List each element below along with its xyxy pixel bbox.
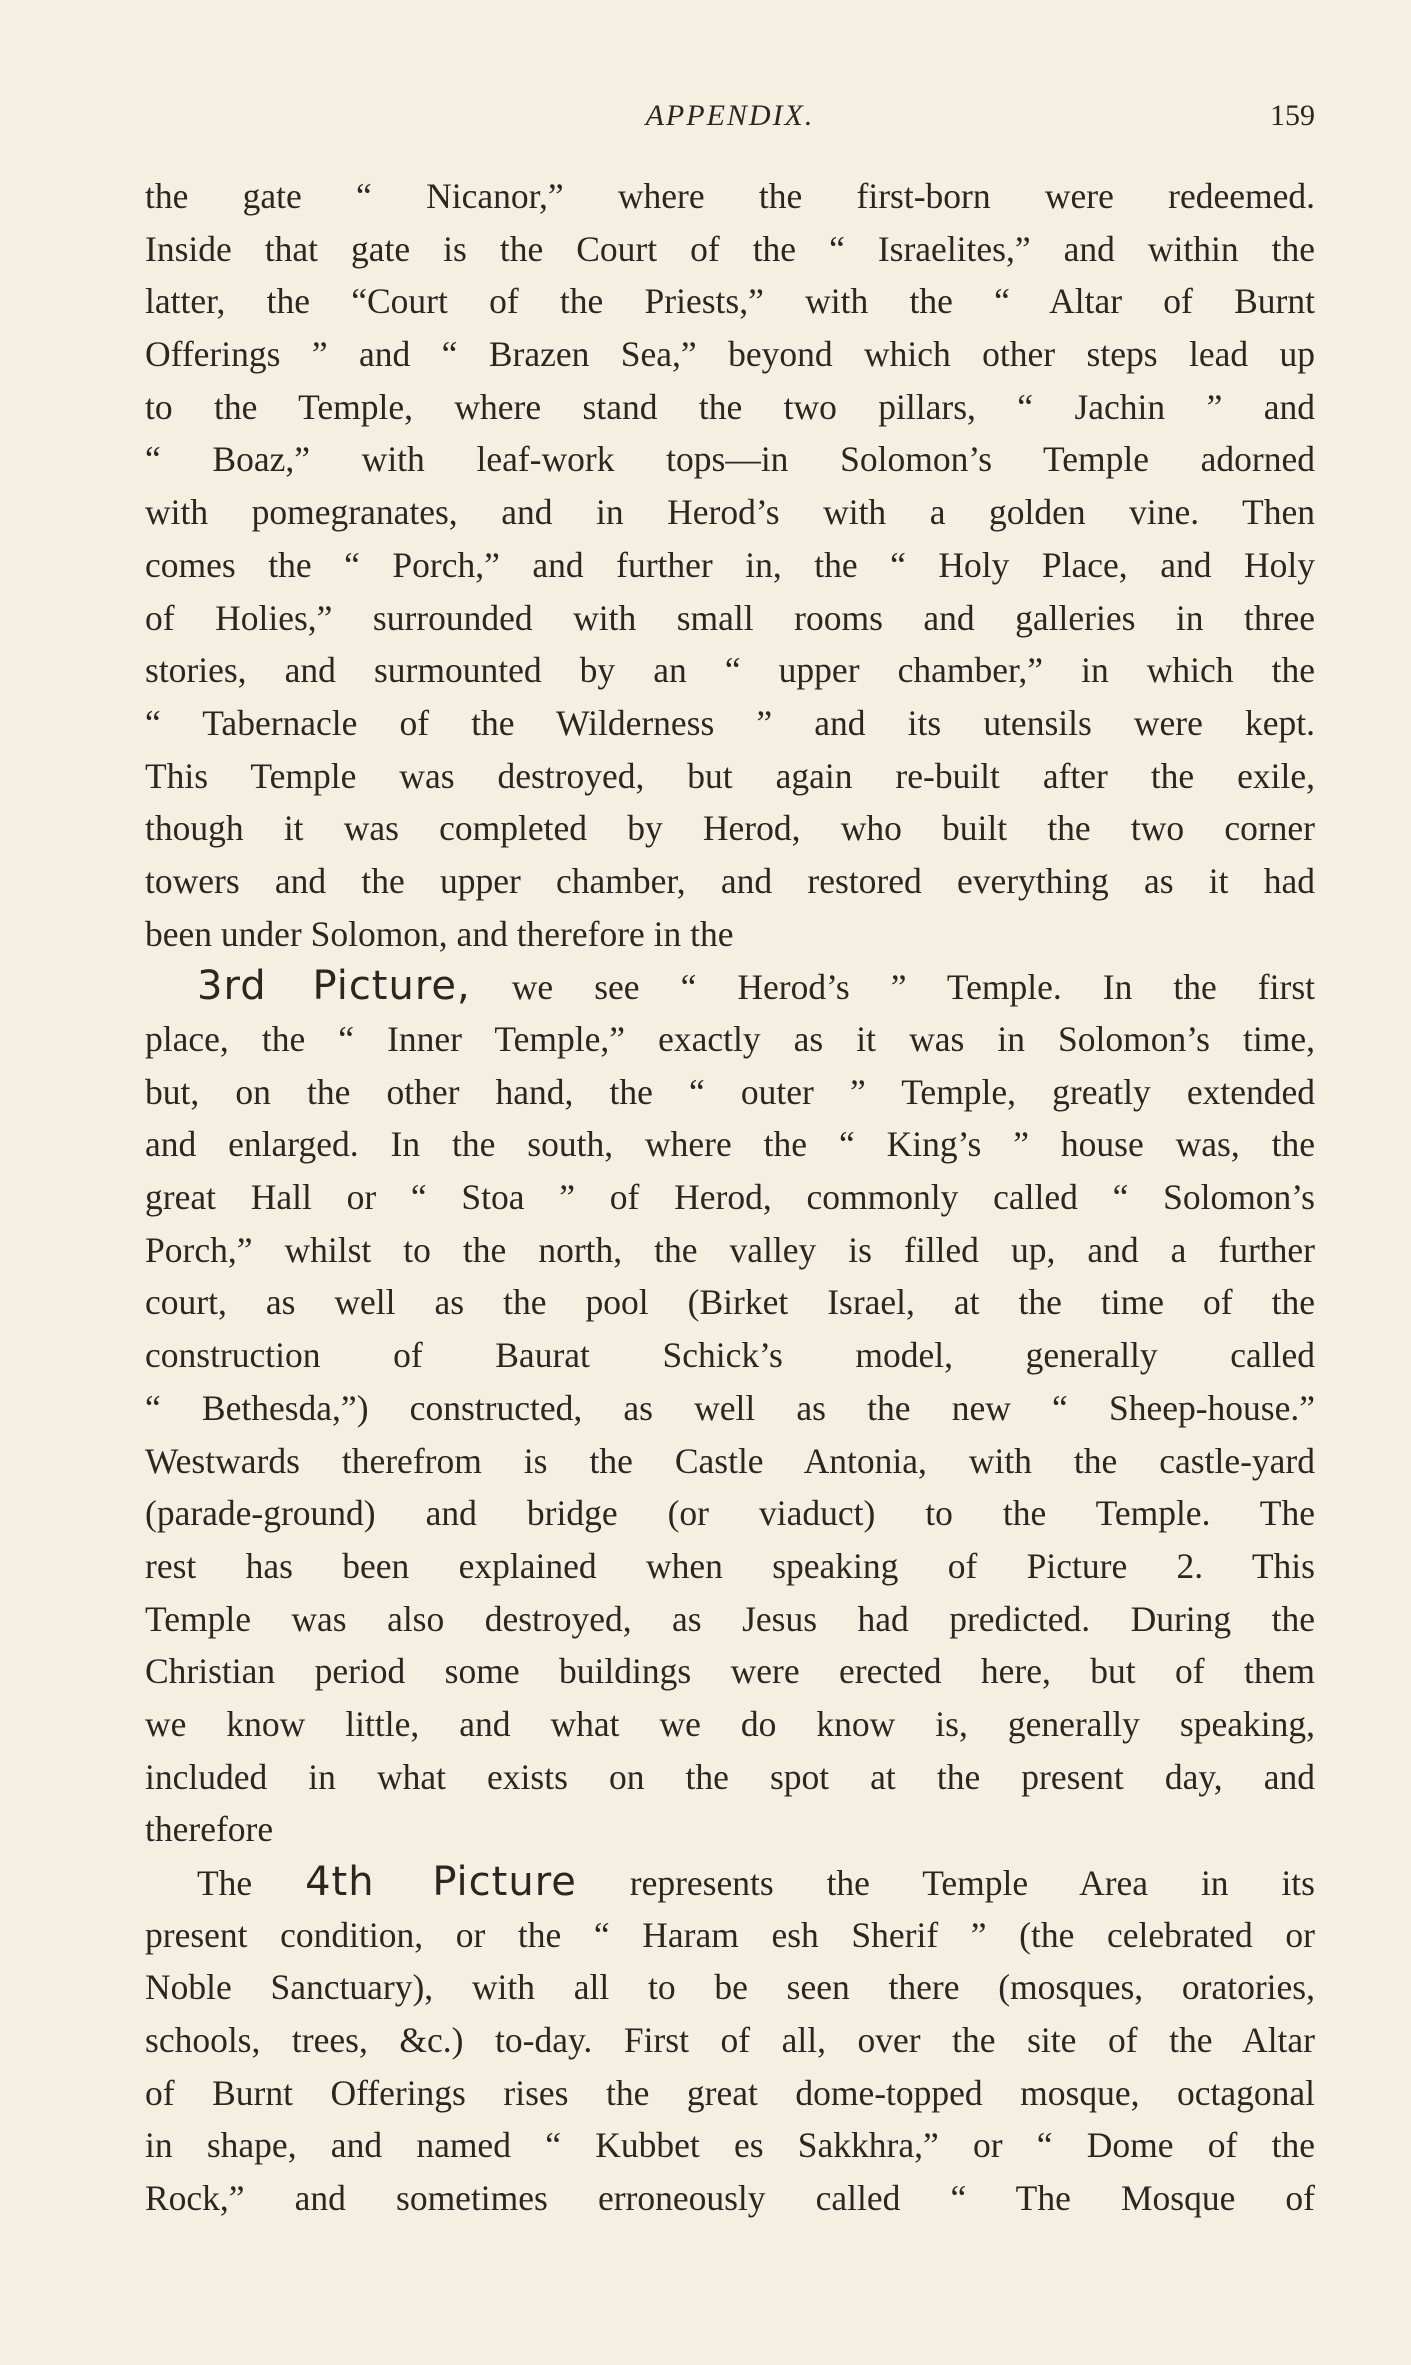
text-line: “ Tabernacle of the Wilderness ” and its utensils were kept. (145, 702, 1315, 743)
text-line: been under Solomon, and therefore in the (145, 913, 734, 954)
text-line: to the Temple, where stand the two pillars, “ Jachin ” and (145, 386, 1315, 427)
text-line: schools, trees, &c.) to-day. First of all, over the site of the Altar (145, 2020, 1315, 2061)
text-line: “ Bethesda,”) constructed, as well as the new “ Sheep-house.” (145, 1387, 1315, 1428)
text-line: Noble Sanctuary), with all to be seen there (mosques, oratories, (145, 1967, 1315, 2008)
text-line: great Hall or “ Stoa ” of Herod, commonly called “ Solomon’s (145, 1177, 1315, 1218)
text-line-prefix: The (197, 1863, 306, 1903)
text-line: and enlarged. In the south, where the “ King’s ” house was, the (145, 1124, 1315, 1165)
text-line: stories, and surmounted by an “ upper chamber,” in which the (145, 650, 1315, 691)
text-line: though it was completed by Herod, who built the two corner (145, 808, 1315, 849)
text-line: but, on the other hand, the “ outer ” Temple, greatly extended (145, 1071, 1315, 1112)
text-line: Offerings ” and “ Brazen Sea,” beyond which other steps lead up (145, 334, 1315, 375)
text-line: Westwards therefrom is the Castle Antonia, with the castle-yard (145, 1440, 1315, 1481)
text-line: comes the “ Porch,” and further in, the “ Holy Place, and Holy (145, 544, 1315, 585)
text-line: (parade-ground) and bridge (or viaduct) to the Temple. The (145, 1493, 1315, 1534)
text-line-fragment: we see “ Herod’s ” Temple. In the first (470, 967, 1315, 1008)
running-head (145, 94, 1315, 138)
text-line: rest has been explained when speaking of Picture 2. This (145, 1545, 1315, 1586)
text-line: court, as well as the pool (Birket Israel, at the time of the (145, 1282, 1315, 1323)
text-line: “ Boaz,” with leaf-work tops—in Solomon’s Temple adorned (145, 439, 1315, 480)
running-title: APPENDIX. (645, 99, 815, 132)
text-line: of Holies,” surrounded with small rooms and galleries in three (145, 597, 1315, 638)
text-line: therefore (145, 1809, 274, 1850)
text-line: with pomegranates, and in Herod’s with a golden vine. Then (145, 492, 1315, 533)
text-line: towers and the upper chamber, and restored everything as it had (145, 860, 1315, 901)
text-line: included in what exists on the spot at the present day, and (145, 1756, 1315, 1797)
text-line: in shape, and named “ Kubbet es Sakkhra,” or “ Dome of the (145, 2125, 1315, 2166)
text-line-fragment: represents the Temple Area in its (576, 1863, 1315, 1903)
section-line-4th-picture (145, 1856, 1315, 1909)
section-line-3rd-picture (145, 960, 1315, 1013)
text-line: Porch,” whilst to the north, the valley is filled up, and a further (145, 1229, 1315, 1270)
text-line: Christian period some buildings were erected here, but of them (145, 1651, 1315, 1692)
text-line: This Temple was destroyed, but again re-built after the exile, (145, 755, 1315, 796)
picture-heading-4th: 4th Picture (305, 1859, 577, 1905)
text-line: Inside that gate is the Court of the “ Israelites,” and within the (145, 228, 1315, 269)
text-line: latter, the “Court of the Priests,” with the “ Altar of Burnt (145, 281, 1315, 322)
text-line: we know little, and what we do know is, generally speaking, (145, 1703, 1315, 1744)
text-line: Temple was also destroyed, as Jesus had predicted. During the (145, 1598, 1315, 1639)
page-number: 159 (1270, 99, 1315, 132)
text-line: present condition, or the “ Haram esh Sherif ” (the celebrated or (145, 1914, 1315, 1955)
text-line: the gate “ Nicanor,” where the first-born were redeemed. (145, 176, 1315, 216)
text-line: place, the “ Inner Temple,” exactly as it was in Solomon’s time, (145, 1019, 1315, 1059)
text-line: of Burnt Offerings rises the great dome-topped mosque, octagonal (145, 2072, 1315, 2113)
text-line: construction of Baurat Schick’s model, generally called (145, 1335, 1315, 1376)
picture-heading-3rd: 3rd Picture, (197, 963, 471, 1010)
body-text (145, 170, 1315, 2225)
text-line: Rock,” and sometimes erroneously called “ The Mosque of (145, 2178, 1315, 2219)
